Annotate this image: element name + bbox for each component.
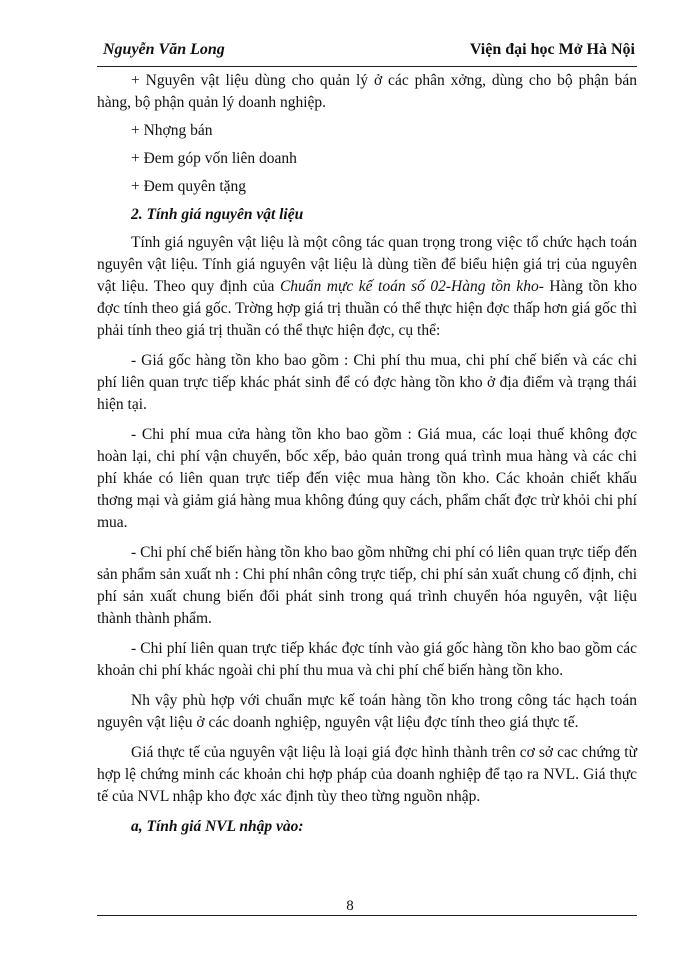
- section-heading: 2. Tính giá nguyên vật liệu: [131, 206, 304, 223]
- institution-name: Viện đại học Mở Hà Nội: [469, 41, 635, 58]
- paragraph: + Đem quyên tặng: [131, 178, 247, 195]
- paragraph: [97, 232, 637, 342]
- author-name: Nguyễn Văn Long: [103, 41, 225, 58]
- paragraph-text: Hàng tồn kho đợc tính theo giá gốc. Trờng hợp giá trị thuần có thể thực hiện đợc thấp hơn giá gốc thì phải tính theo giá trị thuần có thể thực hiện đợc, cụ thể:: [97, 278, 637, 339]
- paragraph: + Nguyên vật liệu dùng cho quản lý ở các phân xởng, dùng cho bộ phận bán hàng, bộ phận quản lý doanh nghiệp.: [97, 72, 637, 111]
- paragraph: + Nhợng bán: [131, 122, 213, 139]
- paragraph: - Chi phí mua cửa hàng tồn kho bao gồm : Giá mua, các loại thuế không đợc hoàn lại, chi phí vận chuyển, bốc xếp, bảo quản trong quá trình mua hàng và các chi phí kháe có liên quan trực tiếp đến việc mua hàng tồn kho. Các khoản chiết khấu thơng mại và giảm giá hàng mua không đúng quy cách, phẩm chất đợc trừ khỏi chi phí mua.: [97, 426, 637, 531]
- paragraph: - Chi phí chế biến hàng tồn kho bao gồm những chi phí có liên quan trực tiếp đến sản phẩm sản xuất nh : Chi phí nhân công trực tiếp, chi phí sản xuất chung cố định, chi phí sản xuất chung biến đổi phát sinh trong quá trình chuyển hóa nguyên, vật liệu thành thành phẩm.: [97, 544, 637, 627]
- paragraph: - Chi phí liên quan trực tiếp khác đợc tính vào giá gốc hàng tồn kho bao gồm các khoản chi phí khác ngoài chi phí thu mua và chi phí chế biến hàng tồn kho.: [97, 640, 637, 679]
- paragraph: + Đem góp vốn liên doanh: [131, 150, 297, 167]
- document-body: [97, 70, 637, 844]
- page-header: [97, 38, 637, 67]
- paragraph: Nh vậy phù hợp với chuẩn mực kế toán hàng tồn kho trong công tác hạch toán nguyên vật liệu ở các doanh nghiệp, nguyên vật liệu đợc tính theo giá thực tế.: [97, 692, 637, 731]
- paragraph: Giá thực tế của nguyên vật liệu là loại giá đợc hình thành trên cơ sở cac chứng từ hợp lệ chứng minh các khoản chi hợp pháp của doanh nghiệp để tạo ra NVL. Giá thực tế của NVL nhập kho đợc xác định tùy theo từng nguồn nhập.: [97, 744, 637, 805]
- paragraph-text: Tính giá nguyên vật liệu là một công tác quan trọng trong việc tổ chức hạch toán nguyên vật liệu. Tính giá nguyên vật liệu là dùng tiền để biểu hiện giá trị của nguyên vật liệu. Theo quy định của: [97, 234, 637, 295]
- section-heading: a, Tính giá NVL nhập vào:: [131, 818, 304, 835]
- standard-reference: Chuẩn mực kế toán số 02-Hàng tồn kho-: [279, 278, 544, 295]
- footer-divider: [97, 915, 637, 916]
- paragraph: - Giá gốc hàng tồn kho bao gồm : Chi phí thu mua, chi phí chế biến và các chi phí liên quan trực tiếp khác phát sinh để có đợc hàng tồn kho ở địa điểm và trạng thái hiện tại.: [97, 352, 637, 413]
- page-number: 8: [346, 898, 354, 914]
